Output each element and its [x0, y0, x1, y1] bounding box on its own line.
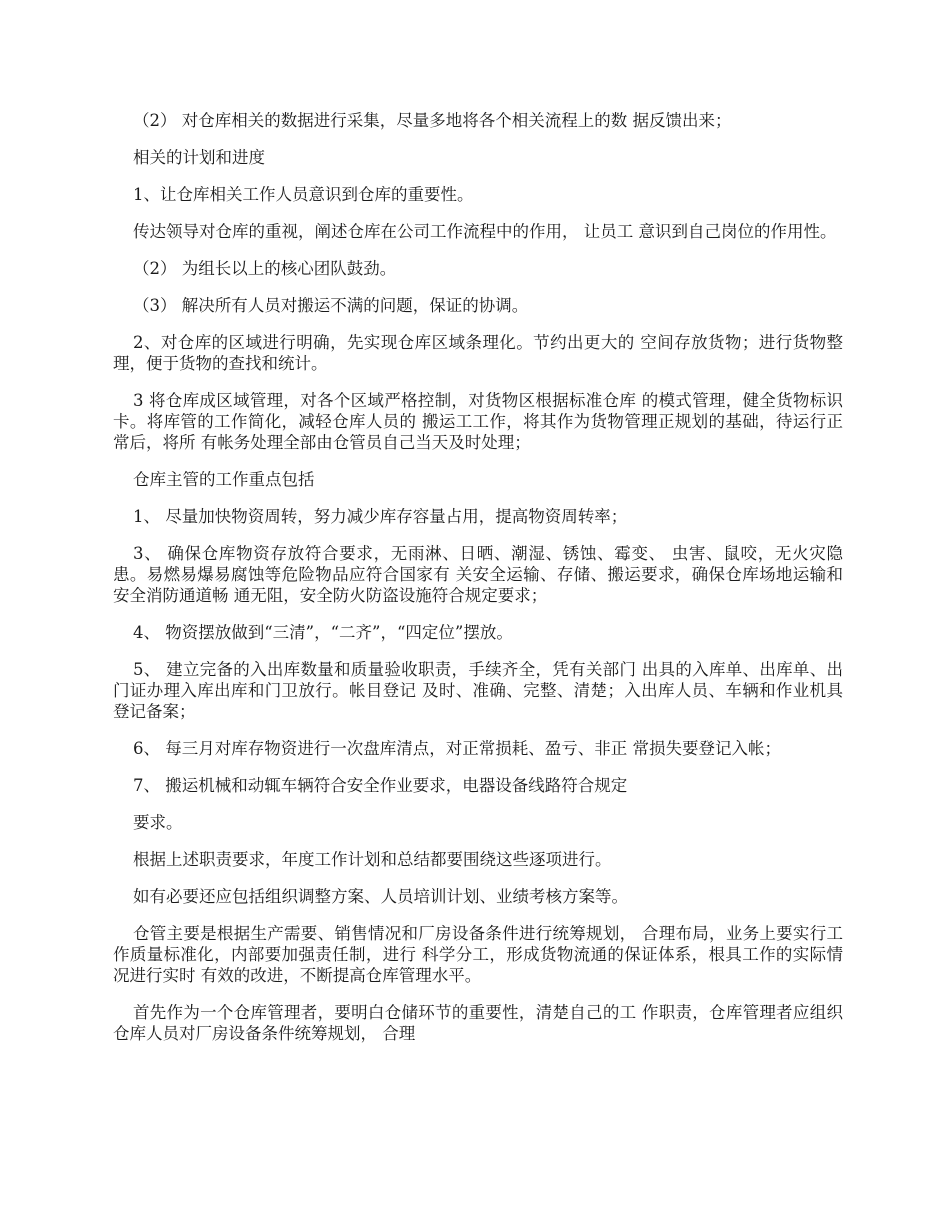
- paragraph-data-collection: （2） 对仓库相关的数据进行采集，尽量多地将各个相关流程上的数 据反馈出来；: [133, 111, 732, 130]
- document-body: [113, 110, 843, 1060]
- paragraph-handling-issues: （3） 解决所有人员对搬运不满的问题，保证的协调。: [133, 296, 529, 315]
- paragraph-requirement: 要求。: [133, 813, 183, 832]
- paragraph-annual-plan: 根据上述职责要求，年度工作计划和总结都要围绕这些逐项进行。: [133, 850, 612, 869]
- paragraph-warehouse-planning: 仓管主要是根据生产需要、销售情况和厂房设备条件进行统筹规划， 合理布局，业务上要实行工作质量标准化，内部要加强责任制，进行 科学分工，形成货物流通的保证体系，根具工作的实际情况进行实时 有效的改进，不断提高仓库管理水平。: [113, 924, 843, 985]
- paragraph-manager-duties: 首先作为一个仓库管理者，要明白仓储环节的重要性，清楚自己的工 作职责，仓库管理者应组织仓库人员对厂房设备条件统筹规划， 合理: [113, 1003, 843, 1043]
- paragraph-awareness: 1、让仓库相关工作人员意识到仓库的重要性。: [133, 185, 474, 204]
- paragraph-area-management: 3 将仓库成区域管理，对各个区域严格控制，对货物区根据标准仓库 的模式管理，健全货物标识卡。将库管的工作简化，减轻仓库人员的 搬运工工作，将其作为货物管理正规划的基础，待运行正常后，将所 有帐务处理全部由仓管员自己当天及时处理；: [113, 391, 843, 452]
- paragraph-inbound-outbound: 5、 建立完备的入出库数量和质量验收职责，手续齐全，凭有关部门 出具的入库单、出库单、出门证办理入库出库和门卫放行。帐目登记 及时、准确、完整、清楚；入出库人员、车辆和作业机具登记备案；: [113, 660, 843, 721]
- paragraph-leadership: 传达领导对仓库的重视，阐述仓库在公司工作流程中的作用， 让员工 意识到自己岗位的作用性。: [133, 222, 837, 241]
- paragraph-core-team: （2） 为组长以上的核心团队鼓劲。: [133, 259, 397, 278]
- paragraph-storage-safety: 3、 确保仓库物资存放符合要求，无雨淋、日晒、潮湿、锈蚀、霉变、 虫害、鼠咬，无火灾隐患。易燃易爆易腐蚀等危险物品应符合国家有 关安全运输、存储、搬运要求，确保仓库场地运输和安全消防通道畅 通无阻，安全防火防盗设施符合规定要求；: [113, 544, 843, 605]
- paragraph-zoning: 2、对仓库的区域进行明确，先实现仓库区域条理化。节约出更大的 空间存放货物；进行货物整理，便于货物的查找和统计。: [113, 333, 843, 373]
- paragraph-machinery: 7、 搬运机械和动辄车辆符合安全作业要求，电器设备线路符合规定: [133, 776, 628, 795]
- paragraph-inventory-check: 6、 每三月对库存物资进行一次盘库清点，对正常损耗、盈亏、非正 常损失要登记入帐；: [133, 739, 781, 758]
- paragraph-placement: 4、 物资摆放做到“三清”，“二齐”，“四定位”摆放。: [133, 623, 513, 642]
- paragraph-turnover: 1、 尽量加快物资周转，努力减少库存容量占用，提高物资周转率；: [133, 507, 628, 526]
- heading-plan-progress: 相关的计划和进度: [133, 148, 265, 167]
- heading-supervisor-focus: 仓库主管的工作重点包括: [133, 470, 315, 489]
- paragraph-extra-plans: 如有必要还应包括组织调整方案、人员培训计划、业绩考核方案等。: [133, 887, 628, 906]
